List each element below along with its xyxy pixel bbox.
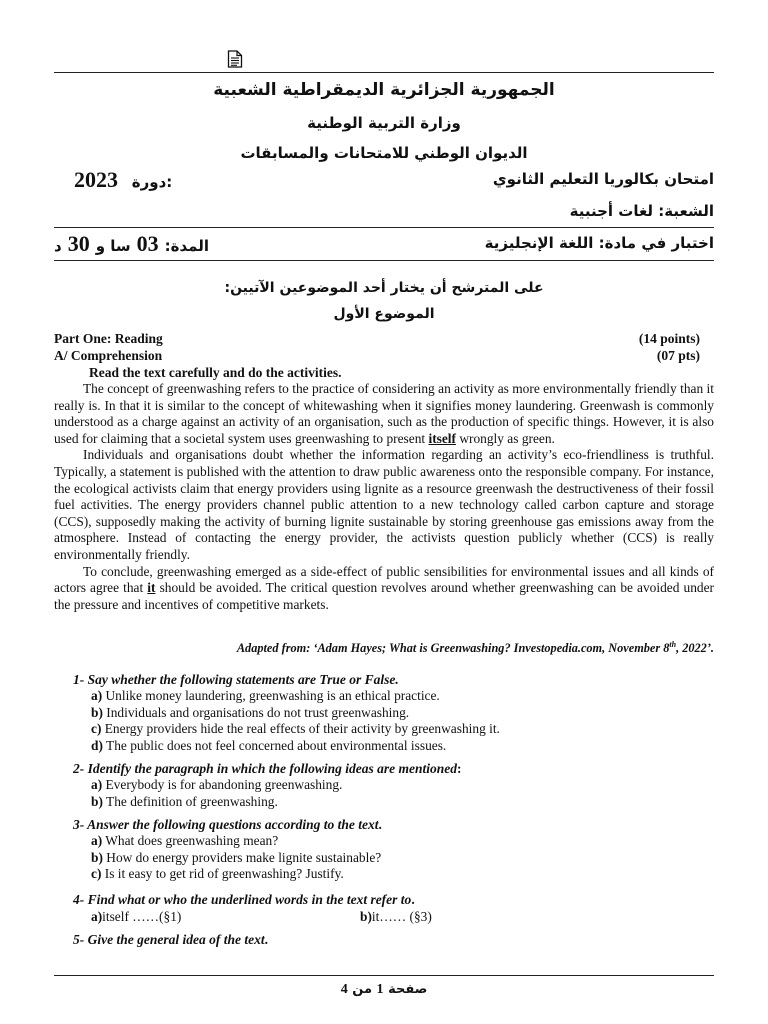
- session: [74, 167, 172, 193]
- duration-hours-unit: سا و: [95, 237, 131, 255]
- part-one-heading: [54, 331, 700, 347]
- list-item: c) Energy providers hide the real effects of their activity by greenwashing it.: [91, 721, 500, 737]
- list-item: a) Unlike money laundering, greenwashing is an ethical practice.: [91, 688, 440, 703]
- list-item: b) Individuals and organisations do not trust greenwashing.: [91, 704, 410, 720]
- top-rule: [54, 72, 714, 73]
- question-1: 1- Say whether the following statements are True or False.: [73, 672, 399, 687]
- question-2-items: [91, 777, 342, 810]
- part-one-points: (14 points): [638, 331, 700, 346]
- section-a-heading: [54, 348, 700, 364]
- question-5: 5- Give the general idea of the text.: [73, 932, 268, 947]
- paragraph-3: To conclude, greenwashing emerged as a side-effect of public sensibilities for environmental issues and all kinds of actors agree that it should be avoided. The critical question revolves around whether greenwashing can be avoided under the pressure and incentives of competitive markets.: [54, 563, 714, 612]
- bottom-rule: [54, 975, 714, 976]
- duration-label: المدة:: [164, 237, 209, 255]
- underlined-it: it: [147, 580, 156, 596]
- branch-rule: [54, 227, 714, 228]
- list-item: d) The public does not feel concerned about environmental issues.: [91, 737, 447, 753]
- part-one-title: Part One: Reading: [54, 331, 163, 346]
- duration-hours: 03: [136, 231, 159, 256]
- exam-name: امتحان بكالوريا التعليم الثانوي: [492, 170, 714, 188]
- duration: [54, 231, 209, 257]
- underlined-itself: itself: [428, 430, 456, 446]
- office-title: الديوان الوطني للامتحانات والمسابقات: [240, 144, 528, 162]
- list-item: c) Is it easy to get rid of greenwashing? Justify.: [91, 866, 344, 882]
- subject: اختبار في مادة: اللغة الإنجليزية: [484, 234, 714, 252]
- session-label: دورة:: [131, 173, 173, 191]
- choose-instruction: على المترشح أن يختار أحد الموضوعين الآتيين:: [224, 280, 544, 296]
- session-year: 2023: [74, 167, 118, 192]
- question-3-items: [91, 833, 381, 883]
- page-number: صفحة 1 من 4: [340, 982, 428, 997]
- duration-minutes-unit: د: [54, 237, 62, 255]
- duration-minutes: 30: [67, 231, 90, 256]
- reading-instruction: Read the text carefully and do the activities.: [89, 365, 342, 380]
- list-item: a) itself ……(§1): [91, 909, 182, 924]
- list-item: a) What does greenwashing mean?: [91, 833, 279, 848]
- source-citation: Adapted from: ‘Adam Hayes; What is Greenwashing? Investopedia.com, November 8th, 2022’.: [236, 640, 714, 656]
- question-3: 3- Answer the following questions according to the text.: [73, 817, 382, 832]
- branch: الشعبة: لغات أجنبية: [569, 202, 714, 220]
- republic-title: الجمهورية الجزائرية الديمقراطية الشعبية: [213, 80, 555, 100]
- list-item: b) The definition of greenwashing.: [91, 793, 278, 809]
- ministry-title: وزارة التربية الوطنية: [307, 114, 461, 132]
- section-a-points: (07 pts): [656, 348, 700, 363]
- list-item: a) Everybody is for abandoning greenwashing.: [91, 777, 343, 792]
- question-1-items: [91, 688, 500, 754]
- list-item: b) How do energy providers make lignite sustainable?: [91, 849, 382, 865]
- subject-one-title: الموضوع الأول: [333, 306, 435, 322]
- section-a-title: A/ Comprehension: [54, 348, 163, 363]
- document-icon: [227, 50, 243, 68]
- subject-rule: [54, 260, 714, 261]
- question-4: 4- Find what or who the underlined words in the text refer to.: [73, 892, 415, 907]
- question-2: 2- Identify the paragraph in which the following ideas are mentioned:: [73, 761, 462, 776]
- paragraph-2: Individuals and organisations doubt whether the information regarding an activity’s eco-friendliness is truthful. Typically, a statement is published with the attention to draw public awareness onto the responsible company. For instance, the ecological activists claim that energy providers using lignite as a resource greenwash the destructiveness of their fossil fuel activities. The energy providers channel public attention to a new technology called carbon capture and storage (CCS), supposedly making the activity of burning lignite sustainable by storing greenhouse gas emissions away from the atmosphere. Instead of contacting the energy provider, the activists question publicly whether (CCS) is really environmentally friendly.: [54, 447, 714, 562]
- reading-text: [54, 381, 714, 613]
- paragraph-1: The concept of greenwashing refers to the practice of considering an activity as more environmentally friendly than it really is. In that it is similar to the concept of whitewashing when it signifies money laundering. Greenwash is commonly understood as a charge against an activity of an organisation, such as the production of specific things. However, it is also used for claiming that a societal system uses greenwashing to present itself wrongly as green.: [54, 381, 714, 446]
- list-item: b) it…… (§3): [360, 909, 432, 924]
